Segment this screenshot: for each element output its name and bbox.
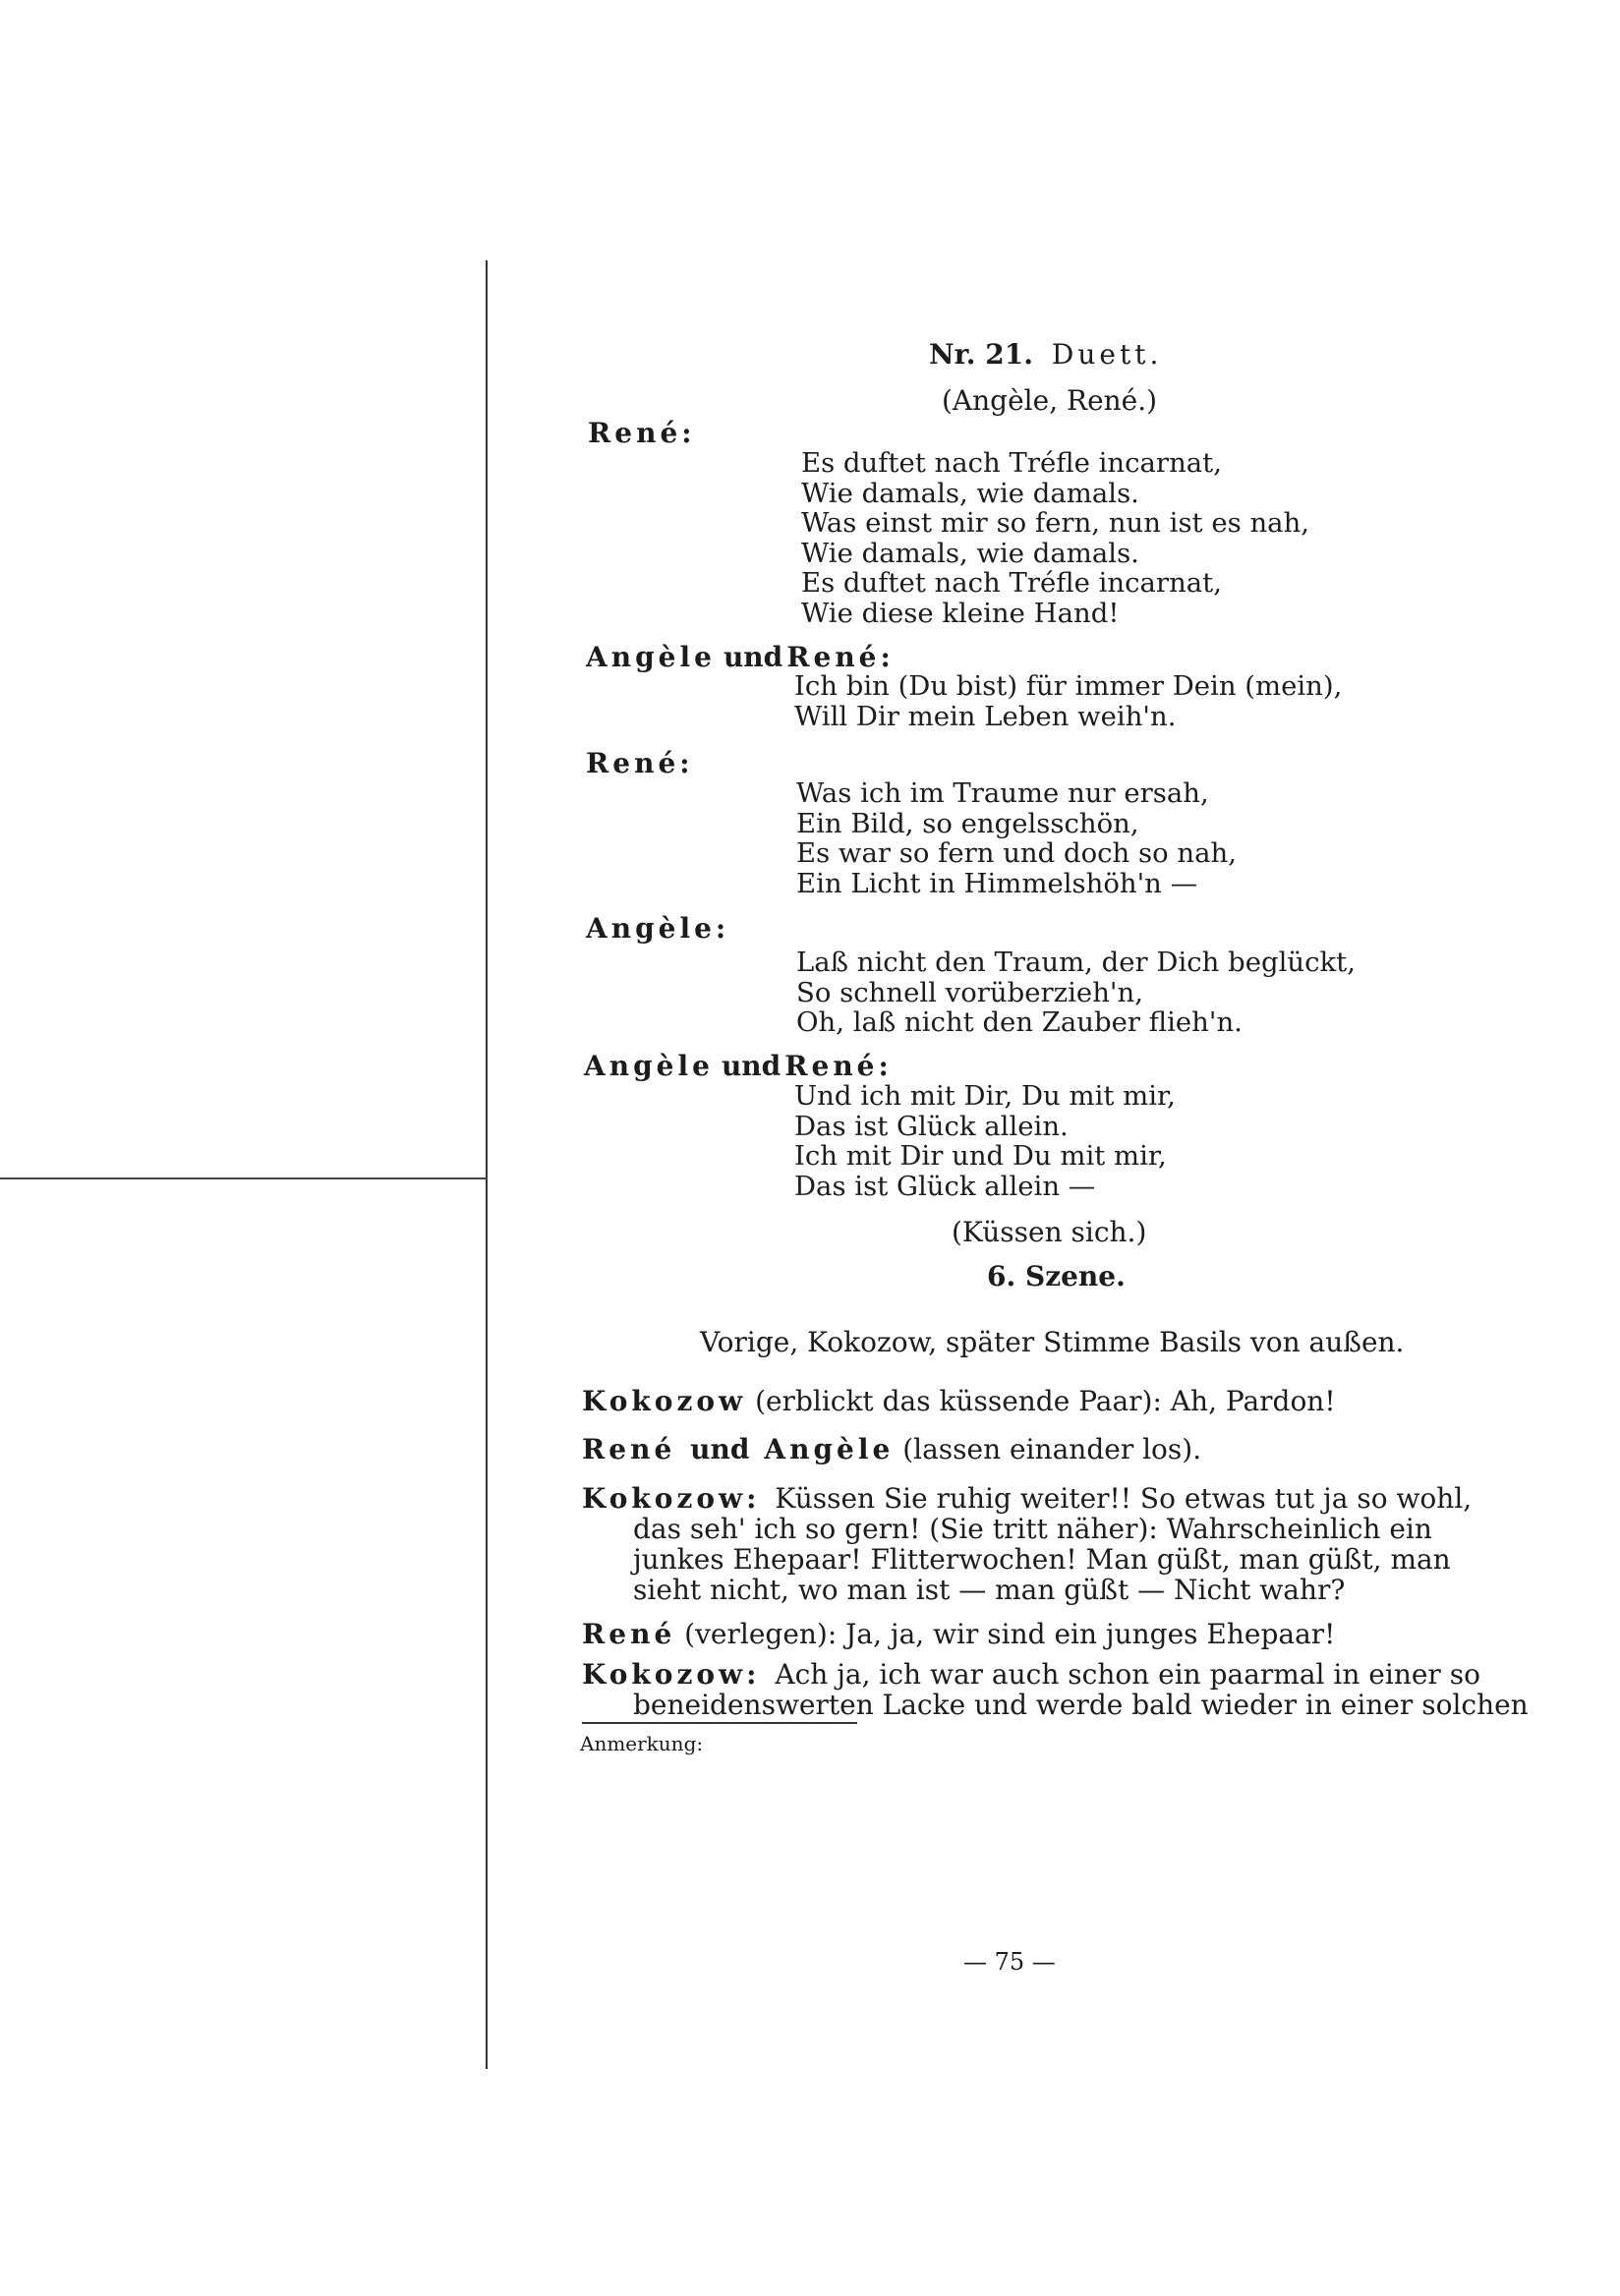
dialogue-text: beneidenswerten Lacke und werde bald wieder in einer solchen bbox=[633, 1689, 1529, 1721]
lyric-line: Wie damals, wie damals. bbox=[801, 537, 1139, 569]
scene-title: 6. Szene. bbox=[987, 1260, 1126, 1292]
speaker-name: René bbox=[582, 1618, 676, 1650]
lyric-line: Ein Bild, so engelsschön, bbox=[796, 807, 1139, 839]
lyric-line: Was einst mir so fern, nun ist es nah, bbox=[801, 507, 1310, 539]
dialogue-text: (verlegen): Ja, ja, wir sind ein junges Ehepaar! bbox=[684, 1618, 1336, 1650]
speaker-rene-2: René: bbox=[586, 747, 694, 779]
speaker-name: Angèle bbox=[584, 1050, 714, 1082]
song-heading bbox=[929, 339, 1162, 371]
lyric-line: Das ist Glück allein. bbox=[794, 1110, 1069, 1142]
lyric-line: Oh, laß nicht den Zauber flieh'n. bbox=[796, 1006, 1243, 1038]
lyric-line: Was ich im Traume nur ersah, bbox=[796, 777, 1209, 809]
lyrics-block-1 bbox=[801, 448, 1309, 628]
speaker-name: Angèle bbox=[586, 641, 716, 673]
dialogue-paragraph-5 bbox=[582, 1658, 1529, 1721]
song-title: Duett. bbox=[1051, 338, 1163, 371]
lyric-line: Ich mit Dir und Du mit mir, bbox=[794, 1140, 1167, 1172]
lyric-line: Wie damals, wie damals. bbox=[801, 477, 1139, 509]
speaker-angele: Angèle: bbox=[586, 912, 730, 945]
dialogue-paragraph-2 bbox=[582, 1434, 1486, 1464]
footnote-rule bbox=[582, 1722, 857, 1724]
speaker-angele-und-rene-2 bbox=[584, 1050, 893, 1082]
lyric-line: Wie diese kleine Hand! bbox=[801, 597, 1120, 629]
lyric-line: Laß nicht den Traum, der Dich beglückt, bbox=[796, 947, 1356, 978]
speaker-conjunction: und bbox=[690, 1433, 750, 1465]
margin-horizontal-rule bbox=[0, 1177, 488, 1179]
lyrics-block-3 bbox=[796, 778, 1237, 898]
dialogue-paragraph-4 bbox=[582, 1619, 1486, 1649]
dialogue-text: sieht nicht, wo man ist — man güßt — Nicht wahr? bbox=[633, 1574, 1346, 1606]
speaker-conjunction: und bbox=[723, 641, 783, 673]
speaker-name: Kokozow: bbox=[582, 1658, 761, 1691]
lyric-line: Es duftet nach Tréfle incarnat, bbox=[801, 447, 1222, 479]
speaker-angele-und-rene-1 bbox=[586, 641, 895, 673]
song-cast: (Angèle, René.) bbox=[942, 384, 1158, 417]
lyric-line: Ich bin (Du bist) für immer Dein (mein), bbox=[794, 670, 1343, 702]
dialogue-text: Küssen Sie ruhig weiter!! So etwas tut ja so wohl, bbox=[775, 1482, 1473, 1515]
song-number: Nr. 21. bbox=[929, 338, 1033, 371]
dialogue-text: Ach ja, ich war auch schon ein paarmal in einer so bbox=[775, 1658, 1480, 1691]
dialogue-text: junkes Ehepaar! Flitterwochen! Man güßt, man güßt, man bbox=[633, 1543, 1451, 1576]
margin-vertical-rule bbox=[486, 260, 488, 2069]
lyric-line: Es duftet nach Tréfle incarnat, bbox=[801, 567, 1222, 599]
speaker-name: René: bbox=[784, 1050, 893, 1082]
lyric-line: Das ist Glück allein — bbox=[794, 1170, 1096, 1202]
lyric-line: Ein Licht in Himmelshöh'n — bbox=[796, 867, 1198, 899]
speaker-name: Kokozow bbox=[582, 1385, 747, 1417]
speaker-name: René: bbox=[786, 641, 895, 673]
scene-cast: Vorige, Kokozow, später Stimme Basils von außen. bbox=[700, 1326, 1405, 1358]
dialogue-paragraph-1 bbox=[582, 1386, 1486, 1416]
speaker-conjunction: und bbox=[721, 1050, 781, 1082]
speaker-rene-1: René: bbox=[588, 417, 696, 449]
speaker-name: René bbox=[582, 1433, 676, 1465]
lyrics-block-4 bbox=[796, 947, 1356, 1038]
dialogue-paragraph-3 bbox=[582, 1483, 1486, 1605]
dialogue-text: (lassen einander los). bbox=[902, 1433, 1202, 1465]
speaker-name: Kokozow: bbox=[582, 1482, 761, 1515]
speaker-name: Angèle bbox=[764, 1433, 895, 1465]
lyric-line: Es war so fern und doch so nah, bbox=[796, 837, 1237, 869]
lyrics-block-5 bbox=[794, 1081, 1176, 1201]
stage-direction: (Küssen sich.) bbox=[952, 1216, 1147, 1248]
footnote-label: Anmerkung: bbox=[580, 1732, 704, 1755]
lyric-line: Will Dir mein Leben weih'n. bbox=[794, 700, 1177, 732]
lyric-line: So schnell vorüberzieh'n, bbox=[796, 976, 1143, 1008]
dialogue-text: das seh' ich so gern! (Sie tritt näher): Wahrscheinlich ein bbox=[633, 1513, 1432, 1545]
dialogue-text: (erblickt das küssende Paar): Ah, Pardon! bbox=[755, 1385, 1336, 1417]
page-number: — 75 — bbox=[963, 1948, 1056, 1976]
lyrics-block-2 bbox=[794, 671, 1342, 731]
lyric-line: Und ich mit Dir, Du mit mir, bbox=[794, 1080, 1176, 1112]
